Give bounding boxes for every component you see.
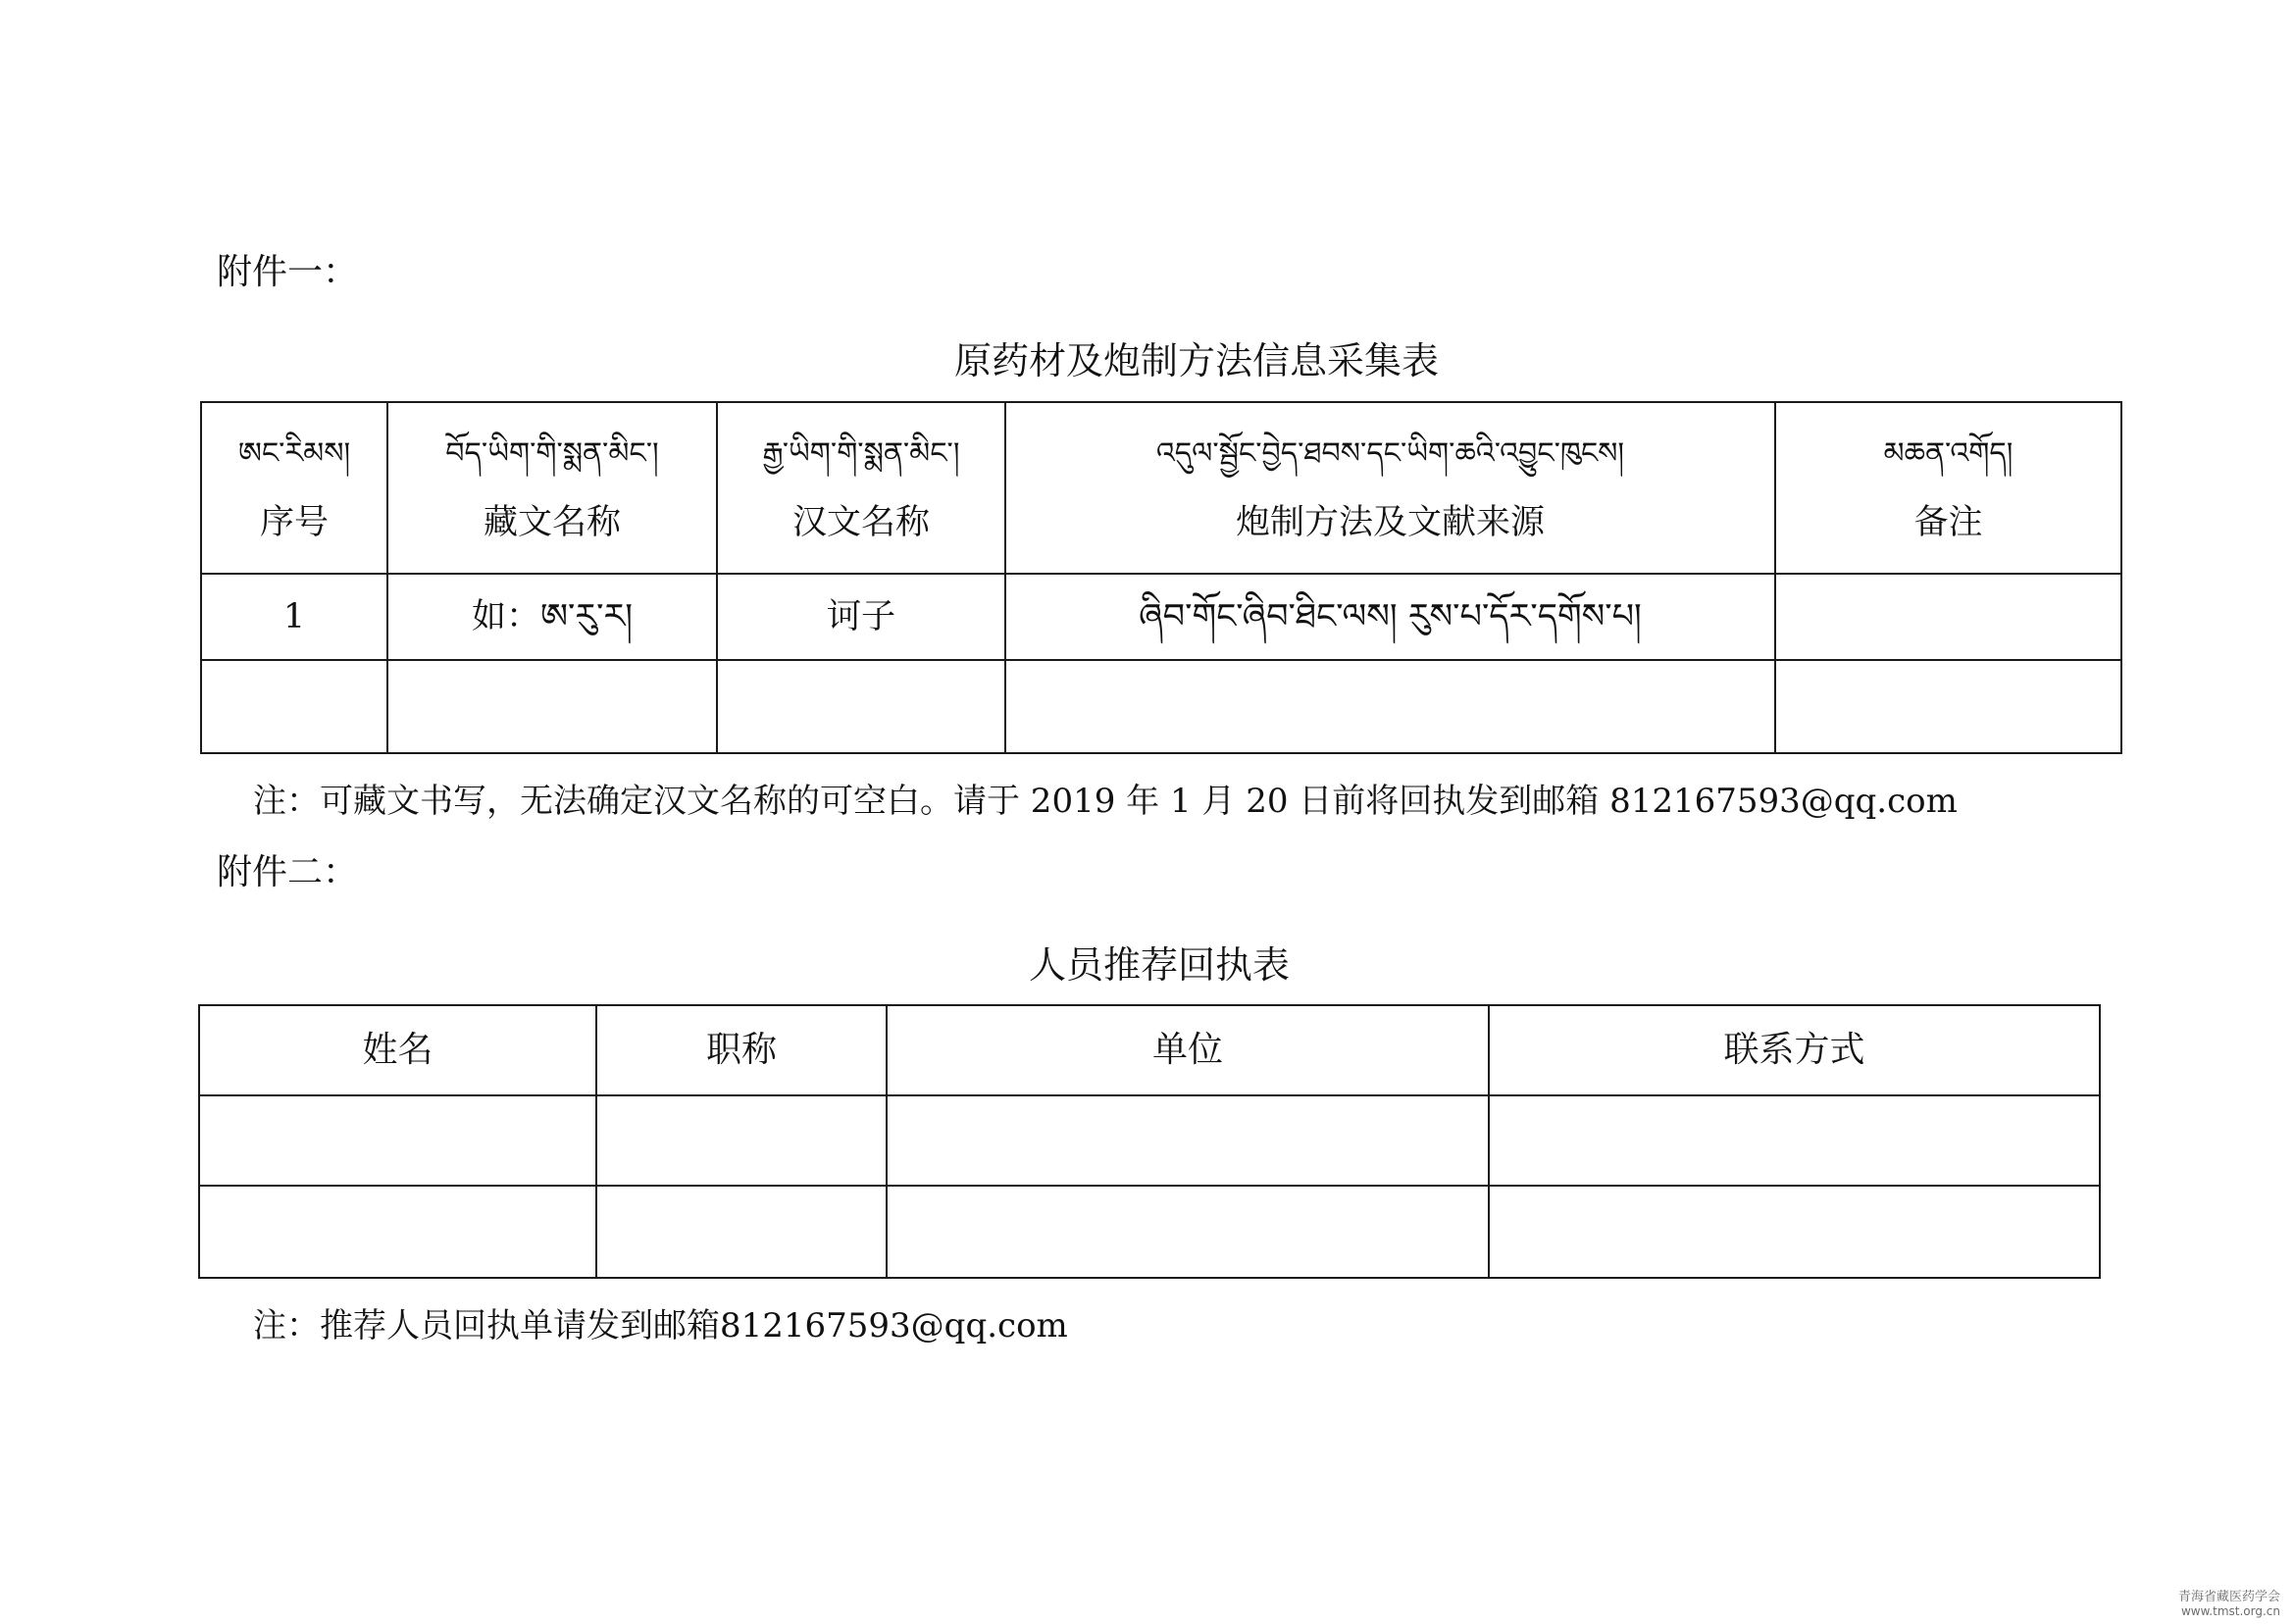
header-cell-processing-method [1005,402,1775,574]
header-tibetan: བོད་ཡིག་གི་སྨན་མིང་། [445,435,659,471]
header-tibetan: ཨང་རིམས། [237,435,351,471]
header-contact: 联系方式 [1489,1005,2100,1095]
attachment-2-heading: 附件二： [217,852,359,892]
cell-organization [887,1095,1489,1186]
header-tibetan: རྒྱ་ཡིག་གི་སྨན་མིང་། [762,435,960,471]
cell-index [201,660,387,753]
cell-index: 1 [201,574,387,660]
table-1-title: 原药材及炮制方法信息采集表 [953,339,1439,382]
header-cell-index [201,402,387,574]
table-row [201,660,2121,753]
header-chinese: 藏文名称 [483,502,621,542]
cell-processing-method [1005,660,1775,753]
cell-chinese-name: 诃子 [717,574,1005,660]
attachment-1-heading: 附件一： [217,252,359,292]
recommendation-table [198,1004,2101,1279]
cell-name [199,1095,596,1186]
watermark-org-name: 青海省藏医药学会 [2177,1590,2280,1604]
header-chinese: 序号 [259,502,329,542]
cell-title [596,1095,887,1186]
header-cell-remarks [1775,402,2121,574]
table-1-note: 注：可藏文书写，无法确定汉文名称的可空白。请于 2019 年 1 月 20 日前将回执发到邮箱 812167593@qq.com [253,782,1958,821]
cell-contact [1489,1186,2100,1278]
header-chinese: 炮制方法及文献来源 [1235,502,1545,542]
cell-contact [1489,1095,2100,1186]
header-tibetan: མཆན་འགོད། [1883,435,2014,471]
cell-processing-method: ཞིབ་གོང་ཞིབ་ཐིང་ལས། རུས་པ་དོར་དགོས་པ། [1005,574,1775,660]
table-row [199,1186,2100,1278]
header-title: 职称 [596,1005,887,1095]
table-header-row [201,402,2121,574]
cell-name [199,1186,596,1278]
table-row [199,1095,2100,1186]
cell-remarks [1775,660,2121,753]
header-tibetan: འདུལ་སྦྱོང་བྱེད་ཐབས་དང་ཡིག་ཆའི་འབྱུང་ཁུངས། [1155,435,1625,471]
cell-remarks [1775,574,2121,660]
cell-tibetan-name [387,660,717,753]
header-chinese: 汉文名称 [791,502,930,542]
site-watermark [2178,1590,2280,1618]
header-cell-tibetan-name [387,402,717,574]
header-name: 姓名 [199,1005,596,1095]
watermark-url: www.tmst.org.cn [2180,1604,2280,1618]
table-2-note: 注：推荐人员回执单请发到邮箱812167593@qq.com [253,1306,1068,1345]
cell-organization [887,1186,1489,1278]
cell-title [596,1186,887,1278]
header-chinese: 备注 [1913,502,1983,542]
cell-chinese-name [717,660,1005,753]
cell-tibetan-name: 如：ཨ་རུ་ར། [387,574,717,660]
table-header-row [199,1005,2100,1095]
table-2-title: 人员推荐回执表 [1028,943,1290,987]
table-row [201,574,2121,660]
header-cell-chinese-name [717,402,1005,574]
header-organization: 单位 [887,1005,1489,1095]
material-info-table [200,401,2122,754]
